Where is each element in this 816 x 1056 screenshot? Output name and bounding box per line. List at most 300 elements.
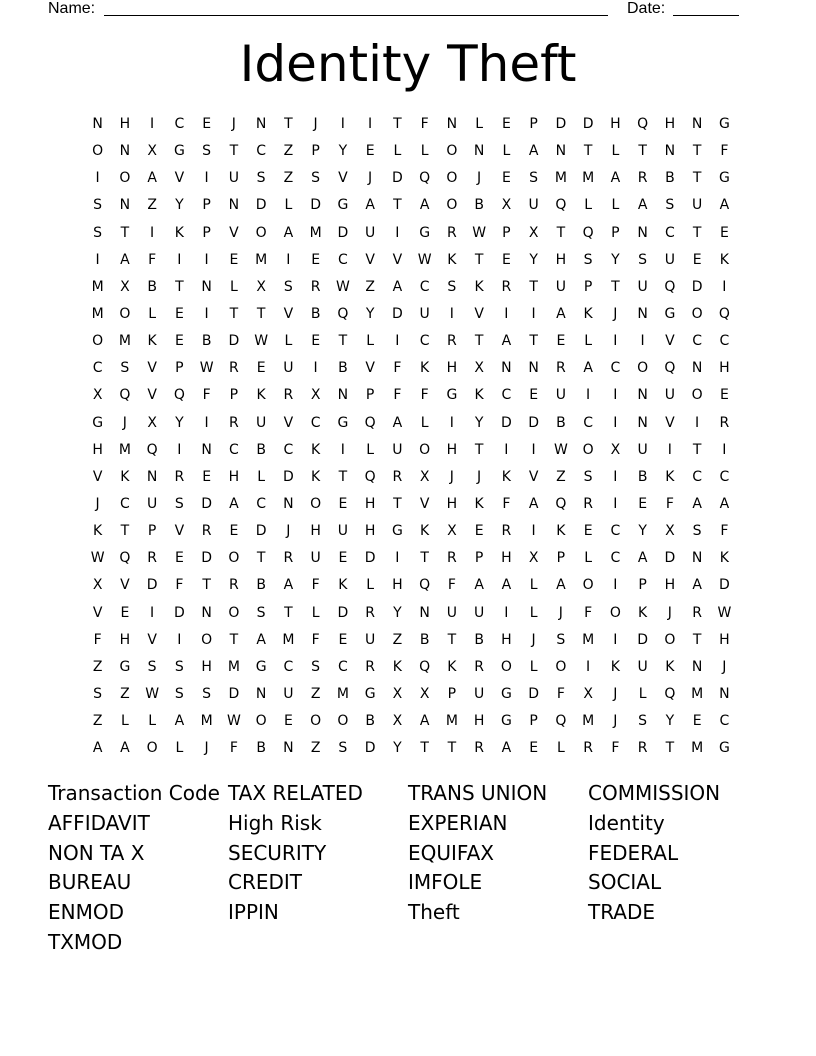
grid-letter[interactable]: Y bbox=[474, 414, 484, 431]
grid-letter[interactable]: P bbox=[175, 360, 184, 377]
grid-letter[interactable]: V bbox=[174, 523, 185, 540]
grid-letter[interactable]: N bbox=[228, 197, 240, 214]
grid-letter[interactable]: H bbox=[664, 577, 676, 594]
grid-letter[interactable]: I bbox=[613, 387, 618, 404]
grid-letter[interactable]: T bbox=[474, 333, 484, 350]
grid-letter[interactable]: J bbox=[449, 468, 454, 485]
grid-letter[interactable]: H bbox=[446, 495, 458, 512]
grid-letter[interactable]: K bbox=[174, 224, 184, 241]
grid-letter[interactable]: C bbox=[119, 495, 130, 512]
grid-letter[interactable]: J bbox=[477, 468, 482, 485]
grid-letter[interactable]: K bbox=[474, 278, 484, 295]
grid-letter[interactable]: T bbox=[120, 224, 130, 241]
grid-letter[interactable]: T bbox=[393, 197, 402, 214]
grid-letter[interactable]: G bbox=[255, 658, 267, 675]
grid-letter[interactable]: T bbox=[284, 604, 293, 621]
grid-letter[interactable]: K bbox=[338, 577, 348, 594]
grid-letter[interactable]: F bbox=[148, 251, 157, 268]
grid-letter[interactable]: D bbox=[555, 116, 567, 132]
grid-letter[interactable]: K bbox=[311, 441, 321, 458]
grid-letter[interactable]: Z bbox=[92, 713, 103, 730]
grid-letter[interactable]: A bbox=[283, 577, 294, 594]
grid-letter[interactable]: N bbox=[528, 360, 539, 377]
grid-letter[interactable]: I bbox=[395, 550, 400, 567]
grid-letter[interactable]: A bbox=[174, 713, 185, 730]
grid-letter[interactable]: I bbox=[722, 278, 727, 295]
grid-letter[interactable]: V bbox=[365, 360, 375, 377]
grid-letter[interactable]: M bbox=[255, 251, 268, 268]
grid-letter[interactable]: T bbox=[638, 143, 647, 160]
grid-letter[interactable]: C bbox=[501, 387, 512, 404]
grid-letter[interactable]: C bbox=[419, 278, 430, 295]
grid-letter[interactable]: B bbox=[637, 468, 648, 485]
grid-letter[interactable]: O bbox=[201, 631, 213, 648]
grid-letter[interactable]: H bbox=[555, 251, 567, 268]
grid-letter[interactable]: K bbox=[256, 387, 266, 404]
grid-letter[interactable]: J bbox=[613, 713, 618, 730]
grid-letter[interactable]: L bbox=[284, 333, 293, 350]
grid-letter[interactable]: R bbox=[392, 468, 403, 485]
grid-letter[interactable]: D bbox=[201, 550, 213, 567]
grid-letter[interactable]: X bbox=[310, 387, 321, 404]
grid-letter[interactable]: R bbox=[447, 550, 457, 567]
grid-letter[interactable]: M bbox=[227, 658, 240, 675]
grid-letter[interactable]: Q bbox=[173, 387, 185, 404]
date-blank-line[interactable] bbox=[673, 15, 739, 16]
grid-letter[interactable]: C bbox=[174, 116, 185, 132]
grid-letter[interactable]: E bbox=[501, 251, 511, 268]
grid-letter[interactable]: I bbox=[531, 305, 536, 322]
grid-letter[interactable]: N bbox=[92, 116, 103, 132]
grid-letter[interactable]: N bbox=[201, 441, 212, 458]
grid-letter[interactable]: G bbox=[500, 685, 512, 702]
grid-letter[interactable]: Z bbox=[92, 658, 103, 675]
grid-letter[interactable]: O bbox=[691, 305, 703, 322]
grid-letter[interactable]: W bbox=[553, 441, 568, 458]
grid-letter[interactable]: G bbox=[500, 713, 512, 730]
grid-letter[interactable]: P bbox=[202, 197, 211, 214]
grid-letter[interactable]: X bbox=[447, 523, 457, 540]
grid-letter[interactable]: L bbox=[120, 713, 129, 730]
grid-letter[interactable]: C bbox=[719, 468, 730, 485]
grid-letter[interactable]: G bbox=[337, 414, 349, 431]
grid-letter[interactable]: Q bbox=[582, 224, 594, 241]
grid-letter[interactable]: Q bbox=[364, 414, 376, 431]
grid-letter[interactable]: V bbox=[338, 170, 348, 187]
grid-letter[interactable]: H bbox=[364, 523, 376, 540]
grid-letter[interactable]: K bbox=[474, 495, 484, 512]
grid-letter[interactable]: B bbox=[256, 441, 266, 458]
grid-letter[interactable]: V bbox=[120, 577, 130, 594]
grid-letter[interactable]: F bbox=[720, 143, 729, 160]
grid-letter[interactable]: M bbox=[118, 441, 131, 458]
grid-letter[interactable]: C bbox=[337, 251, 348, 268]
grid-letter[interactable]: E bbox=[202, 468, 212, 485]
grid-letter[interactable]: T bbox=[692, 143, 702, 160]
grid-letter[interactable]: L bbox=[584, 550, 593, 567]
grid-letter[interactable]: H bbox=[610, 116, 621, 132]
grid-letter[interactable]: E bbox=[311, 333, 321, 350]
grid-letter[interactable]: L bbox=[229, 278, 238, 295]
grid-letter[interactable]: P bbox=[529, 116, 538, 132]
grid-letter[interactable]: T bbox=[474, 251, 484, 268]
grid-letter[interactable]: H bbox=[501, 550, 512, 567]
grid-letter[interactable]: O bbox=[92, 143, 104, 160]
grid-letter[interactable]: D bbox=[391, 305, 403, 322]
grid-letter[interactable]: T bbox=[284, 116, 293, 132]
grid-letter[interactable]: L bbox=[529, 577, 538, 594]
grid-letter[interactable]: O bbox=[446, 143, 458, 160]
grid-letter[interactable]: S bbox=[256, 170, 266, 187]
grid-letter[interactable]: P bbox=[311, 143, 320, 160]
grid-letter[interactable]: I bbox=[449, 305, 454, 322]
grid-letter[interactable]: I bbox=[340, 441, 345, 458]
grid-letter[interactable]: T bbox=[175, 278, 184, 295]
grid-letter[interactable]: I bbox=[95, 251, 100, 268]
grid-letter[interactable]: G bbox=[718, 740, 730, 757]
grid-letter[interactable]: R bbox=[447, 333, 457, 350]
grid-letter[interactable]: N bbox=[255, 685, 267, 702]
grid-letter[interactable]: A bbox=[256, 631, 266, 648]
grid-letter[interactable]: J bbox=[313, 116, 318, 132]
grid-letter[interactable]: P bbox=[447, 685, 457, 702]
grid-letter[interactable]: R bbox=[283, 387, 294, 404]
grid-letter[interactable]: T bbox=[447, 631, 457, 648]
grid-letter[interactable]: Z bbox=[392, 631, 403, 648]
grid-letter[interactable]: N bbox=[637, 414, 648, 431]
grid-letter[interactable]: Q bbox=[419, 577, 431, 594]
grid-letter[interactable]: A bbox=[92, 740, 103, 757]
grid-letter[interactable]: O bbox=[146, 740, 158, 757]
grid-letter[interactable]: V bbox=[147, 631, 157, 648]
grid-letter[interactable]: I bbox=[586, 387, 591, 404]
grid-letter[interactable]: F bbox=[584, 604, 593, 621]
grid-letter[interactable]: Y bbox=[393, 604, 402, 621]
grid-letter[interactable]: I bbox=[613, 333, 618, 350]
grid-letter[interactable]: Q bbox=[419, 658, 431, 675]
grid-letter[interactable]: N bbox=[255, 116, 267, 132]
grid-letter[interactable]: I bbox=[177, 441, 182, 458]
grid-letter[interactable]: F bbox=[447, 577, 456, 594]
grid-letter[interactable]: E bbox=[174, 305, 184, 322]
grid-letter[interactable]: S bbox=[311, 170, 321, 187]
grid-letter[interactable]: Q bbox=[119, 550, 131, 567]
grid-letter[interactable]: R bbox=[692, 604, 702, 621]
grid-letter[interactable]: Q bbox=[555, 197, 567, 214]
grid-letter[interactable]: D bbox=[364, 550, 376, 567]
grid-letter[interactable]: S bbox=[283, 278, 293, 295]
grid-letter[interactable]: Z bbox=[283, 170, 294, 187]
grid-letter[interactable]: B bbox=[556, 414, 566, 431]
grid-letter[interactable]: F bbox=[665, 495, 674, 512]
grid-letter[interactable]: C bbox=[283, 441, 294, 458]
grid-letter[interactable]: S bbox=[638, 713, 648, 730]
grid-letter[interactable]: G bbox=[664, 305, 676, 322]
grid-letter[interactable]: E bbox=[338, 550, 348, 567]
grid-letter[interactable]: U bbox=[283, 685, 294, 702]
grid-letter[interactable]: X bbox=[92, 387, 103, 404]
grid-letter[interactable]: X bbox=[392, 713, 403, 730]
grid-letter[interactable]: T bbox=[692, 631, 702, 648]
grid-letter[interactable]: V bbox=[283, 305, 294, 322]
grid-letter[interactable]: A bbox=[501, 577, 512, 594]
grid-letter[interactable]: G bbox=[391, 523, 403, 540]
grid-letter[interactable]: S bbox=[174, 495, 184, 512]
grid-letter[interactable]: I bbox=[531, 441, 536, 458]
grid-letter[interactable]: D bbox=[337, 604, 349, 621]
grid-letter[interactable]: T bbox=[474, 441, 484, 458]
grid-letter[interactable]: N bbox=[691, 360, 703, 377]
grid-letter[interactable]: N bbox=[119, 143, 131, 160]
grid-letter[interactable]: I bbox=[313, 360, 318, 377]
grid-letter[interactable]: U bbox=[664, 251, 675, 268]
grid-letter[interactable]: E bbox=[529, 387, 539, 404]
grid-letter[interactable]: F bbox=[311, 577, 320, 594]
grid-letter[interactable]: I bbox=[722, 441, 727, 458]
grid-letter[interactable]: X bbox=[419, 468, 430, 485]
grid-letter[interactable]: T bbox=[229, 143, 239, 160]
grid-letter[interactable]: J bbox=[286, 523, 291, 540]
grid-letter[interactable]: M bbox=[118, 333, 131, 350]
grid-letter[interactable]: V bbox=[283, 414, 294, 431]
grid-letter[interactable]: L bbox=[366, 333, 375, 350]
grid-letter[interactable]: H bbox=[92, 441, 103, 458]
grid-letter[interactable]: E bbox=[501, 170, 511, 187]
grid-letter[interactable]: N bbox=[419, 604, 430, 621]
grid-letter[interactable]: A bbox=[392, 278, 403, 295]
grid-letter[interactable]: H bbox=[719, 360, 730, 377]
grid-letter[interactable]: Y bbox=[638, 523, 647, 540]
grid-letter[interactable]: C bbox=[610, 523, 621, 540]
grid-letter[interactable]: R bbox=[474, 740, 484, 757]
grid-letter[interactable]: Y bbox=[529, 251, 538, 268]
grid-letter[interactable]: Q bbox=[146, 441, 158, 458]
grid-letter[interactable]: J bbox=[613, 305, 618, 322]
grid-letter[interactable]: U bbox=[365, 224, 376, 241]
grid-letter[interactable]: J bbox=[368, 170, 373, 187]
grid-letter[interactable]: G bbox=[92, 414, 104, 431]
grid-letter[interactable]: L bbox=[475, 116, 484, 132]
grid-letter[interactable]: D bbox=[582, 116, 594, 132]
grid-letter[interactable]: T bbox=[529, 278, 538, 295]
grid-letter[interactable]: Q bbox=[664, 685, 676, 702]
grid-letter[interactable]: B bbox=[665, 170, 675, 187]
grid-letter[interactable]: M bbox=[691, 685, 704, 702]
grid-letter[interactable]: B bbox=[474, 197, 484, 214]
grid-letter[interactable]: A bbox=[692, 577, 702, 594]
grid-letter[interactable]: I bbox=[340, 116, 345, 132]
grid-letter[interactable]: N bbox=[555, 143, 567, 160]
grid-letter[interactable]: Q bbox=[664, 360, 676, 377]
grid-letter[interactable]: E bbox=[229, 523, 239, 540]
grid-letter[interactable]: O bbox=[500, 658, 512, 675]
grid-letter[interactable]: J bbox=[477, 170, 482, 187]
grid-letter[interactable]: D bbox=[310, 197, 322, 214]
grid-letter[interactable]: K bbox=[120, 468, 130, 485]
grid-letter[interactable]: I bbox=[695, 414, 700, 431]
grid-letter[interactable]: A bbox=[583, 360, 593, 377]
grid-letter[interactable]: X bbox=[419, 685, 430, 702]
grid-letter[interactable]: W bbox=[417, 251, 432, 268]
grid-letter[interactable]: Y bbox=[665, 713, 675, 730]
grid-letter[interactable]: U bbox=[419, 305, 430, 322]
grid-letter[interactable]: J bbox=[667, 604, 672, 621]
grid-letter[interactable]: B bbox=[256, 577, 266, 594]
grid-letter[interactable]: B bbox=[310, 305, 321, 322]
grid-letter[interactable]: E bbox=[283, 713, 293, 730]
grid-letter[interactable]: A bbox=[474, 577, 484, 594]
grid-letter[interactable]: D bbox=[637, 631, 649, 648]
grid-letter[interactable]: X bbox=[120, 278, 130, 295]
grid-letter[interactable]: I bbox=[504, 441, 509, 458]
grid-letter[interactable]: K bbox=[93, 523, 103, 540]
grid-letter[interactable]: V bbox=[419, 495, 430, 512]
grid-letter[interactable]: D bbox=[255, 523, 267, 540]
grid-letter[interactable]: Q bbox=[364, 468, 376, 485]
grid-letter[interactable]: U bbox=[446, 604, 457, 621]
grid-letter[interactable]: O bbox=[446, 197, 458, 214]
grid-letter[interactable]: P bbox=[229, 387, 239, 404]
grid-letter[interactable]: A bbox=[610, 170, 621, 187]
grid-letter[interactable]: K bbox=[147, 333, 157, 350]
grid-letter[interactable]: X bbox=[501, 197, 512, 214]
grid-letter[interactable]: R bbox=[229, 414, 239, 431]
grid-letter[interactable]: C bbox=[719, 713, 730, 730]
grid-letter[interactable]: A bbox=[419, 197, 430, 214]
grid-letter[interactable]: R bbox=[501, 278, 512, 295]
grid-letter[interactable]: G bbox=[364, 685, 376, 702]
grid-letter[interactable]: I bbox=[150, 604, 155, 621]
grid-letter[interactable]: O bbox=[92, 333, 104, 350]
grid-letter[interactable]: K bbox=[719, 550, 729, 567]
grid-letter[interactable]: R bbox=[147, 550, 157, 567]
grid-letter[interactable]: L bbox=[529, 604, 538, 621]
grid-letter[interactable]: R bbox=[174, 468, 185, 485]
grid-letter[interactable]: F bbox=[393, 360, 402, 377]
grid-letter[interactable]: W bbox=[717, 604, 732, 621]
grid-letter[interactable]: T bbox=[393, 495, 402, 512]
grid-letter[interactable]: S bbox=[202, 143, 212, 160]
grid-letter[interactable]: K bbox=[719, 251, 729, 268]
grid-letter[interactable]: G bbox=[446, 387, 458, 404]
grid-letter[interactable]: L bbox=[584, 333, 593, 350]
grid-letter[interactable]: R bbox=[201, 523, 212, 540]
grid-letter[interactable]: Z bbox=[283, 143, 294, 160]
grid-letter[interactable]: Q bbox=[419, 170, 431, 187]
grid-letter[interactable]: H bbox=[473, 713, 485, 730]
grid-letter[interactable]: K bbox=[447, 251, 457, 268]
grid-letter[interactable]: D bbox=[255, 197, 267, 214]
grid-letter[interactable]: S bbox=[202, 685, 212, 702]
grid-letter[interactable]: A bbox=[637, 197, 648, 214]
grid-letter[interactable]: K bbox=[665, 468, 675, 485]
grid-letter[interactable]: E bbox=[338, 631, 348, 648]
grid-letter[interactable]: J bbox=[122, 414, 127, 431]
grid-letter[interactable]: A bbox=[501, 333, 512, 350]
grid-letter[interactable]: O bbox=[664, 631, 676, 648]
grid-letter[interactable]: I bbox=[613, 414, 618, 431]
grid-letter[interactable]: O bbox=[119, 305, 131, 322]
grid-letter[interactable]: Y bbox=[175, 414, 184, 431]
grid-letter[interactable]: U bbox=[555, 278, 566, 295]
grid-letter[interactable]: K bbox=[583, 305, 593, 322]
grid-letter[interactable]: H bbox=[310, 523, 321, 540]
grid-letter[interactable]: H bbox=[228, 468, 240, 485]
grid-letter[interactable]: T bbox=[120, 523, 130, 540]
grid-letter[interactable]: A bbox=[501, 740, 512, 757]
grid-letter[interactable]: E bbox=[556, 333, 566, 350]
grid-letter[interactable]: L bbox=[556, 740, 565, 757]
grid-letter[interactable]: C bbox=[692, 333, 703, 350]
grid-letter[interactable]: V bbox=[229, 224, 239, 241]
grid-letter[interactable]: T bbox=[611, 278, 620, 295]
grid-letter[interactable]: G bbox=[337, 197, 349, 214]
grid-letter[interactable]: U bbox=[283, 360, 294, 377]
grid-letter[interactable]: O bbox=[419, 441, 431, 458]
grid-letter[interactable]: D bbox=[282, 468, 294, 485]
grid-letter[interactable]: C bbox=[664, 224, 675, 241]
grid-letter[interactable]: U bbox=[228, 170, 239, 187]
grid-letter[interactable]: E bbox=[365, 143, 375, 160]
grid-letter[interactable]: H bbox=[392, 577, 403, 594]
grid-letter[interactable]: L bbox=[366, 577, 375, 594]
grid-letter[interactable]: L bbox=[611, 197, 620, 214]
grid-letter[interactable]: S bbox=[338, 740, 348, 757]
grid-letter[interactable]: E bbox=[174, 550, 184, 567]
grid-letter[interactable]: I bbox=[504, 305, 509, 322]
grid-letter[interactable]: M bbox=[200, 713, 213, 730]
grid-letter[interactable]: F bbox=[311, 631, 320, 648]
grid-letter[interactable]: K bbox=[420, 523, 430, 540]
grid-letter[interactable]: V bbox=[92, 468, 103, 485]
grid-letter[interactable]: L bbox=[420, 143, 429, 160]
grid-letter[interactable]: R bbox=[501, 523, 512, 540]
grid-letter[interactable]: E bbox=[338, 495, 348, 512]
grid-letter[interactable]: T bbox=[202, 577, 211, 594]
grid-letter[interactable]: M bbox=[582, 631, 595, 648]
grid-letter[interactable]: O bbox=[228, 604, 240, 621]
grid-letter[interactable]: X bbox=[583, 685, 593, 702]
grid-letter[interactable]: D bbox=[528, 414, 540, 431]
grid-letter[interactable]: P bbox=[638, 577, 647, 594]
grid-letter[interactable]: N bbox=[473, 143, 485, 160]
grid-letter[interactable]: E bbox=[311, 251, 321, 268]
grid-letter[interactable]: U bbox=[474, 685, 485, 702]
grid-letter[interactable]: I bbox=[286, 251, 291, 268]
grid-letter[interactable]: L bbox=[284, 197, 293, 214]
grid-letter[interactable]: T bbox=[529, 333, 538, 350]
grid-letter[interactable]: N bbox=[664, 143, 676, 160]
grid-letter[interactable]: I bbox=[449, 414, 454, 431]
grid-letter[interactable]: Z bbox=[120, 685, 130, 702]
grid-letter[interactable]: V bbox=[665, 414, 675, 431]
grid-letter[interactable]: T bbox=[692, 224, 702, 241]
grid-letter[interactable]: N bbox=[691, 116, 703, 132]
grid-letter[interactable]: N bbox=[691, 550, 703, 567]
grid-letter[interactable]: Q bbox=[337, 305, 349, 322]
grid-letter[interactable]: I bbox=[613, 577, 618, 594]
grid-letter[interactable]: E bbox=[256, 360, 266, 377]
grid-letter[interactable]: F bbox=[93, 631, 102, 648]
grid-letter[interactable]: H bbox=[201, 658, 212, 675]
grid-letter[interactable]: T bbox=[256, 305, 266, 322]
grid-letter[interactable]: I bbox=[395, 224, 400, 241]
grid-letter[interactable]: H bbox=[119, 631, 131, 648]
grid-letter[interactable]: E bbox=[229, 251, 239, 268]
grid-letter[interactable]: E bbox=[638, 495, 648, 512]
grid-letter[interactable]: T bbox=[556, 224, 566, 241]
grid-letter[interactable]: R bbox=[283, 550, 294, 567]
